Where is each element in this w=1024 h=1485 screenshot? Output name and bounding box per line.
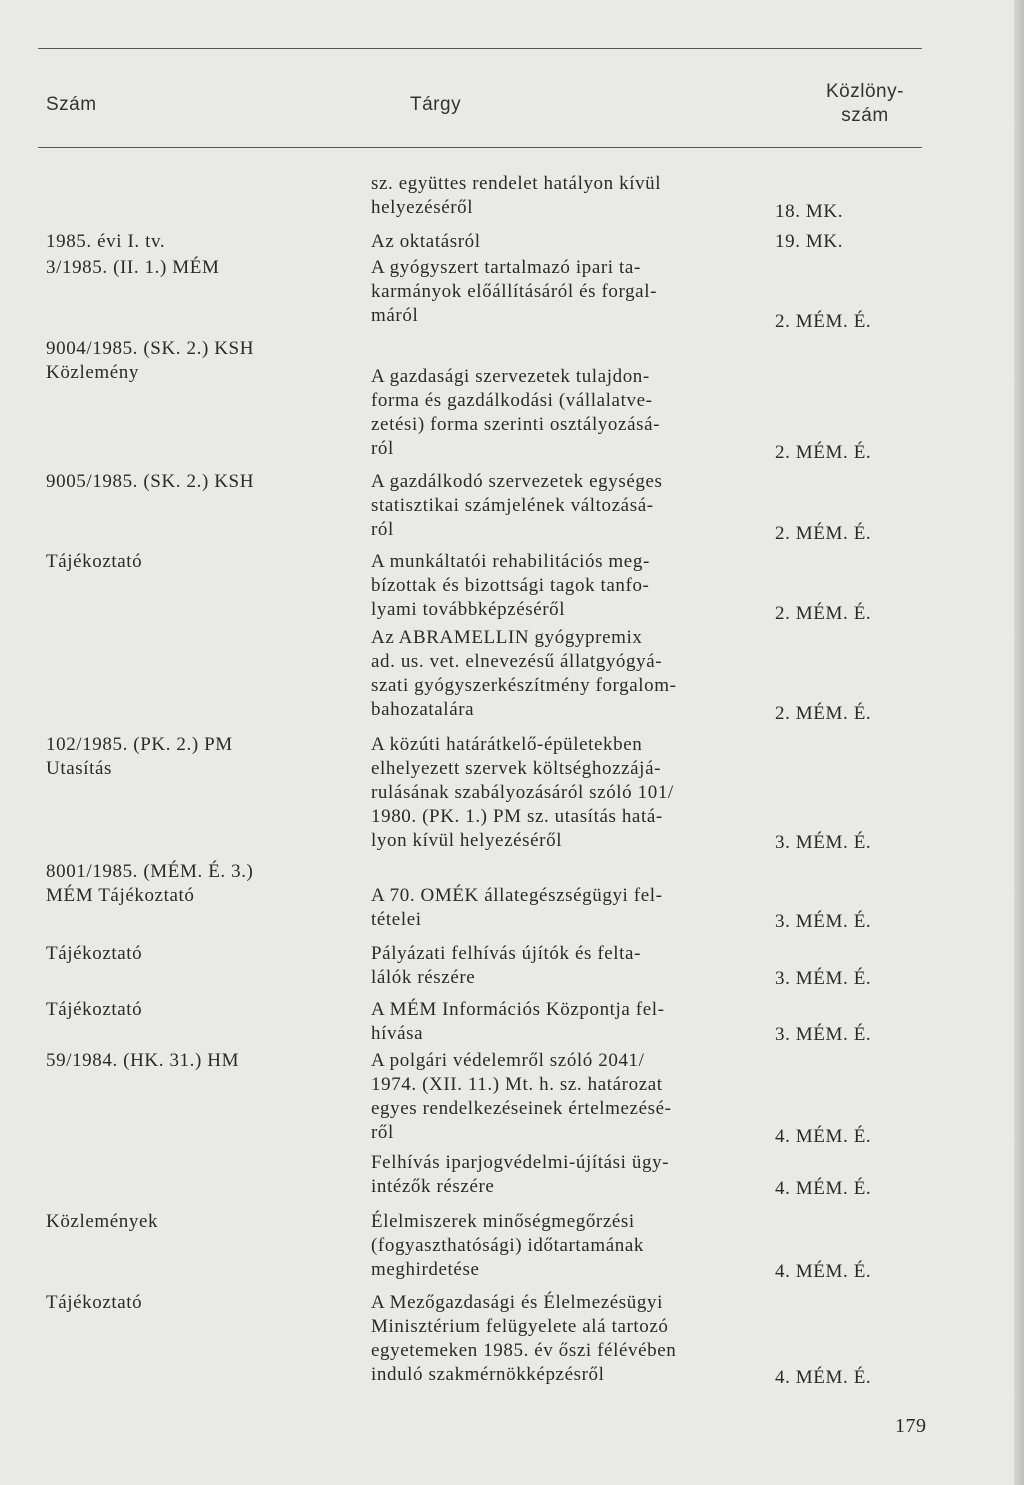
header-rule	[38, 147, 922, 148]
row-subject: A Mezőgazdasági és Élelmezésügyi Minisztérium felügyelete alá tartozó egyetemeken 1985. év őszi félévében induló szakmérnökképzésről	[371, 1292, 677, 1385]
row-subject: A gazdálkodó szervezetek egységes statisztikai számjelének változásá- ról	[371, 471, 663, 540]
row-subject: Élelmiszerek minőségmegőrzési (fogyaszthatósági) időtartamának meghirdetése	[371, 1211, 644, 1280]
row-number: 8001/1985. (MÉM. É. 3.) MÉM Tájékoztató	[46, 861, 254, 906]
row-number: 9004/1985. (SK. 2.) KSH Közlemény	[46, 338, 255, 383]
row-issue: 2. MÉM. É.	[775, 703, 872, 724]
row-number: Tájékoztató	[46, 999, 143, 1020]
row-number: 3/1985. (II. 1.) MÉM	[46, 257, 220, 278]
row-subject: A gazdasági szervezetek tulajdon- forma és gazdálkodási (vállalatve- zetési) forma szerinti osztályozásá- ról	[371, 366, 661, 459]
row-number: 102/1985. (PK. 2.) PM Utasítás	[46, 734, 233, 779]
row-subject: Felhívás iparjogvédelmi-újítási ügy- intézők részére	[371, 1152, 670, 1197]
row-number: Tájékoztató	[46, 943, 143, 964]
header-issue-line2: szám	[841, 105, 889, 126]
row-issue: 4. MÉM. É.	[775, 1367, 872, 1388]
row-subject: A polgári védelemről szóló 2041/ 1974. (XII. 11.) Mt. h. sz. határozat egyes rendelkezéseinek értelmezésé- ről	[371, 1050, 672, 1143]
page-edge-shadow	[1014, 0, 1024, 1485]
row-subject: A gyógyszert tartalmazó ipari ta- karmányok előállításáról és forgal- máról	[371, 257, 658, 326]
header-number: Szám	[46, 94, 97, 115]
row-number: 9005/1985. (SK. 2.) KSH	[46, 471, 255, 492]
row-subject: Pályázati felhívás újítók és felta- lálók részére	[371, 943, 642, 988]
row-issue: 18. MK.	[775, 201, 844, 222]
row-subject: sz. együttes rendelet hatályon kívül helyezéséről	[371, 173, 662, 218]
row-issue: 4. MÉM. É.	[775, 1178, 872, 1199]
row-number: 1985. évi I. tv.	[46, 231, 166, 252]
row-issue: 4. MÉM. É.	[775, 1126, 872, 1147]
row-subject: A közúti határátkelő-épületekben elhelyezett szervek költséghozzájá- rulásának szabályozásáról szóló 101/ 1980. (PK. 1.) PM sz. utasítás hatá- lyon kívül helyezéséről	[371, 734, 674, 851]
row-subject: A munkáltatói rehabilitációs meg- bízottak és bizottsági tagok tanfo- lyami továbbképzéséről	[371, 551, 650, 620]
header-issue-line1: Közlöny-	[826, 81, 904, 102]
row-issue: 3. MÉM. É.	[775, 832, 872, 853]
row-subject: A 70. OMÉK állategészségügyi fel- tételei	[371, 885, 663, 930]
row-issue: 2. MÉM. É.	[775, 311, 872, 332]
row-subject: A MÉM Információs Központja fel- hívása	[371, 999, 665, 1044]
row-number: Közlemények	[46, 1211, 159, 1232]
header-subject: Tárgy	[410, 94, 462, 115]
row-number: 59/1984. (HK. 31.) HM	[46, 1050, 240, 1071]
row-number: Tájékoztató	[46, 551, 143, 572]
header-issue	[826, 80, 904, 128]
row-issue: 2. MÉM. É.	[775, 523, 872, 544]
row-subject: Az ABRAMELLIN gyógypremix ad. us. vet. elnevezésű állatgyógyá- szati gyógyszerkészítmény forgalom- bahozatalára	[371, 627, 677, 720]
row-issue: 3. MÉM. É.	[775, 968, 872, 989]
top-rule	[38, 48, 922, 49]
page-number: 179	[895, 1415, 927, 1437]
row-issue: 2. MÉM. É.	[775, 442, 872, 463]
row-issue: 19. MK.	[775, 231, 844, 252]
row-issue: 3. MÉM. É.	[775, 911, 872, 932]
row-issue: 4. MÉM. É.	[775, 1261, 872, 1282]
row-issue: 2. MÉM. É.	[775, 603, 872, 624]
row-issue: 3. MÉM. É.	[775, 1024, 872, 1045]
row-subject: Az oktatásról	[371, 231, 481, 252]
row-number: Tájékoztató	[46, 1292, 143, 1313]
